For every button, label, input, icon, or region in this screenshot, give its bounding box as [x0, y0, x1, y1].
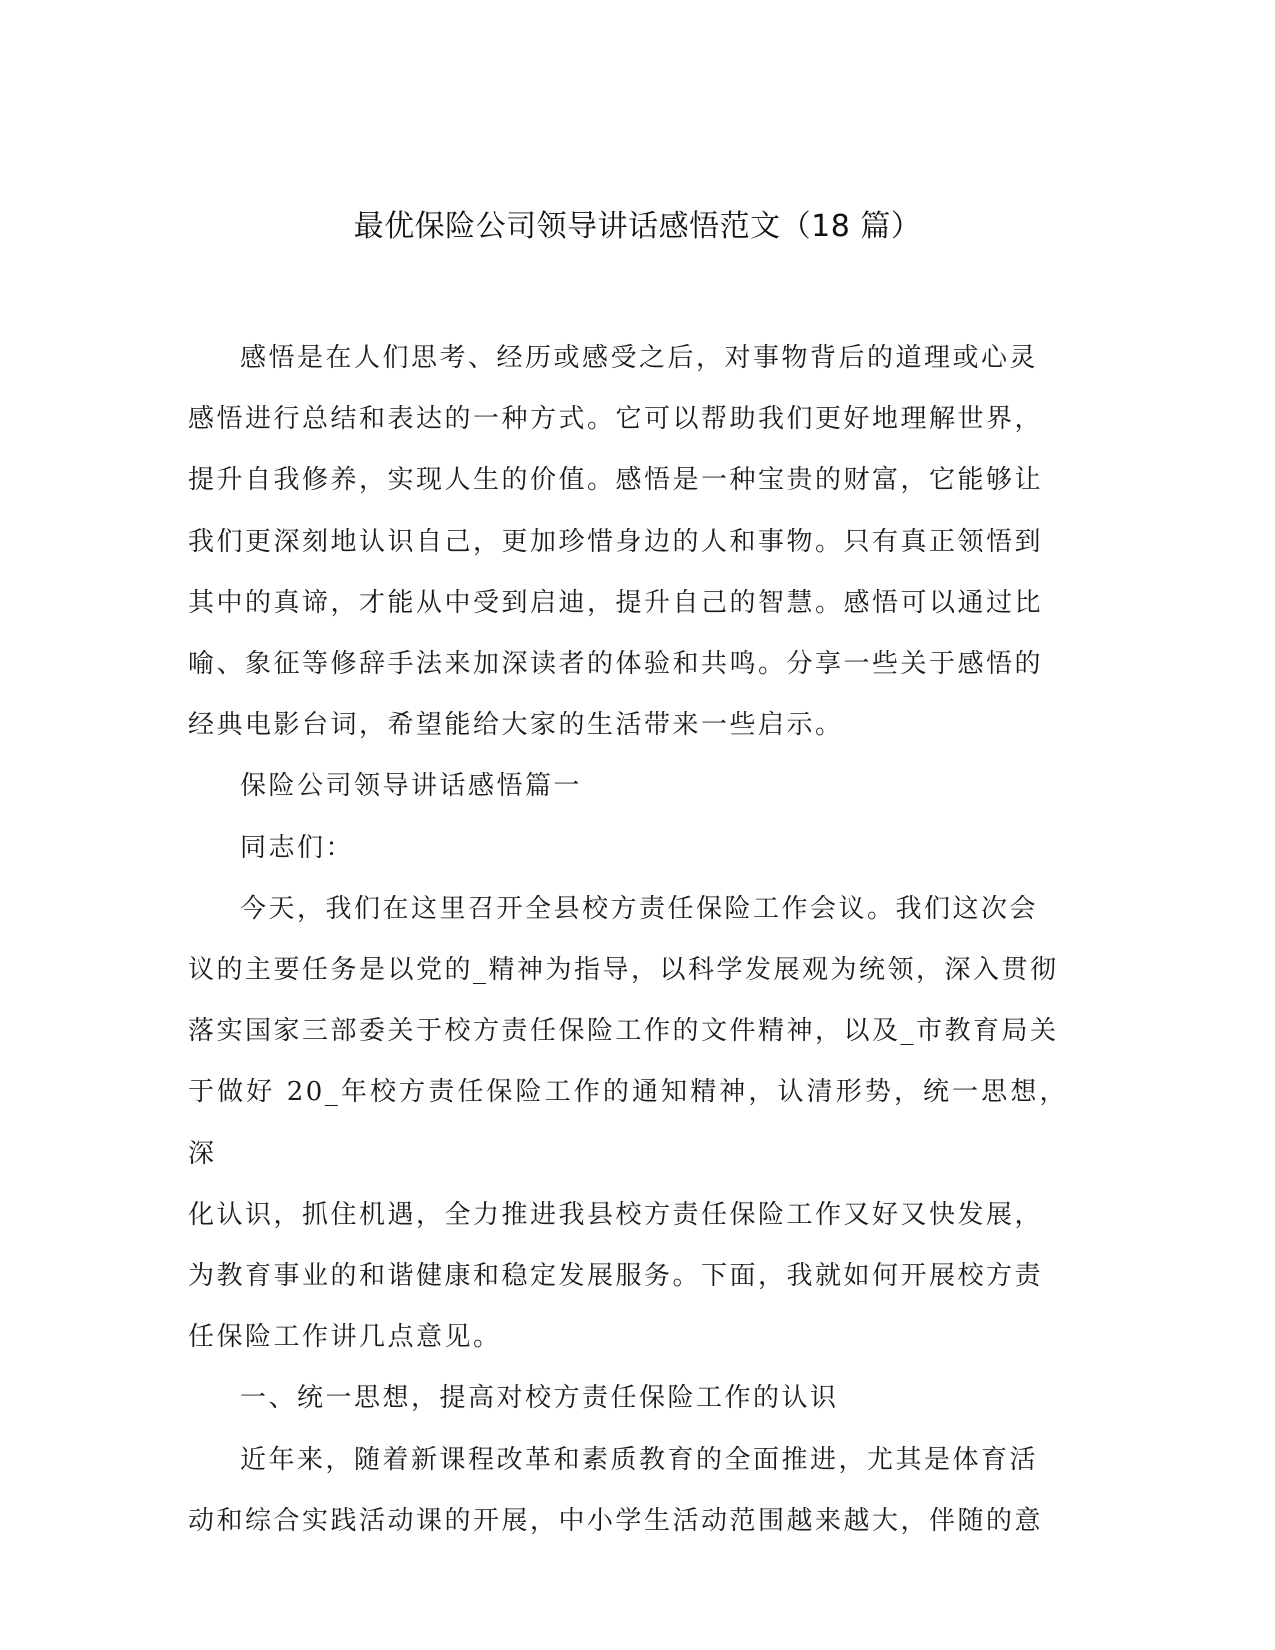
text-line: 为教育事业的和谐健康和稳定发展服务。下面，我就如何开展校方责	[188, 1261, 1044, 1292]
section-heading-part-one	[188, 756, 1068, 817]
text-line: 喻、象征等修辞手法来加深读者的体验和共鸣。分享一些关于感悟的	[188, 649, 1044, 680]
text-line: 动和综合实践活动课的开展，中小学生活动范围越来越大，伴随的意	[188, 1505, 1044, 1536]
document-title: 最优保险公司领导讲话感悟范文（18 篇）	[353, 209, 922, 244]
section-heading-unify-thinking	[188, 1368, 1068, 1429]
text-line: 感悟是在人们思考、经历或感受之后，对事物背后的道理或心灵	[240, 343, 1039, 373]
text-line: 感悟进行总结和表达的一种方式。它可以帮助我们更好地理解世界，	[188, 404, 1044, 435]
text-line: 今天，我们在这里召开全县校方责任保险工作会议。我们这次会	[240, 893, 1039, 924]
text-line: 近年来，随着新课程改革和素质教育的全面推进，尤其是体育活	[240, 1444, 1039, 1475]
text-line: 落实国家三部委关于校方责任保险工作的文件精神，以及_市教育局关	[188, 1016, 1059, 1047]
text-line: 一、统一思想，提高对校方责任保险工作的认识	[240, 1383, 839, 1414]
salutation	[188, 818, 1068, 879]
text-line: 其中的真谛，才能从中受到启迪，提升自己的智慧。感悟可以通过比	[188, 587, 1044, 618]
text-line: 经典电影台词，希望能给大家的生活带来一些启示。	[188, 710, 844, 741]
paragraph-meeting-opening	[188, 879, 1068, 1369]
text-line: 任保险工作讲几点意见。	[188, 1322, 502, 1353]
paragraph-intro	[188, 328, 1068, 756]
paragraph-recent-years	[188, 1430, 1068, 1552]
text-line: 化认识，抓住机遇，全力推进我县校方责任保险工作又好又快发展，	[188, 1199, 1044, 1230]
text-line: 于做好 20_年校方责任保险工作的通知精神，认清形势，统一思想，深	[188, 1077, 1068, 1169]
text-line: 保险公司领导讲话感悟篇一	[240, 771, 583, 802]
text-line: 提升自我修养，实现人生的价值。感悟是一种宝贵的财富，它能够让	[188, 465, 1044, 496]
text-line: 同志们：	[240, 832, 355, 863]
text-line: 议的主要任务是以党的_精神为指导，以科学发展观为统领，深入贯彻	[188, 955, 1059, 986]
document-body	[188, 328, 1068, 1552]
text-line: 我们更深刻地认识自己，更加珍惜身边的人和事物。只有真正领悟到	[188, 526, 1044, 557]
